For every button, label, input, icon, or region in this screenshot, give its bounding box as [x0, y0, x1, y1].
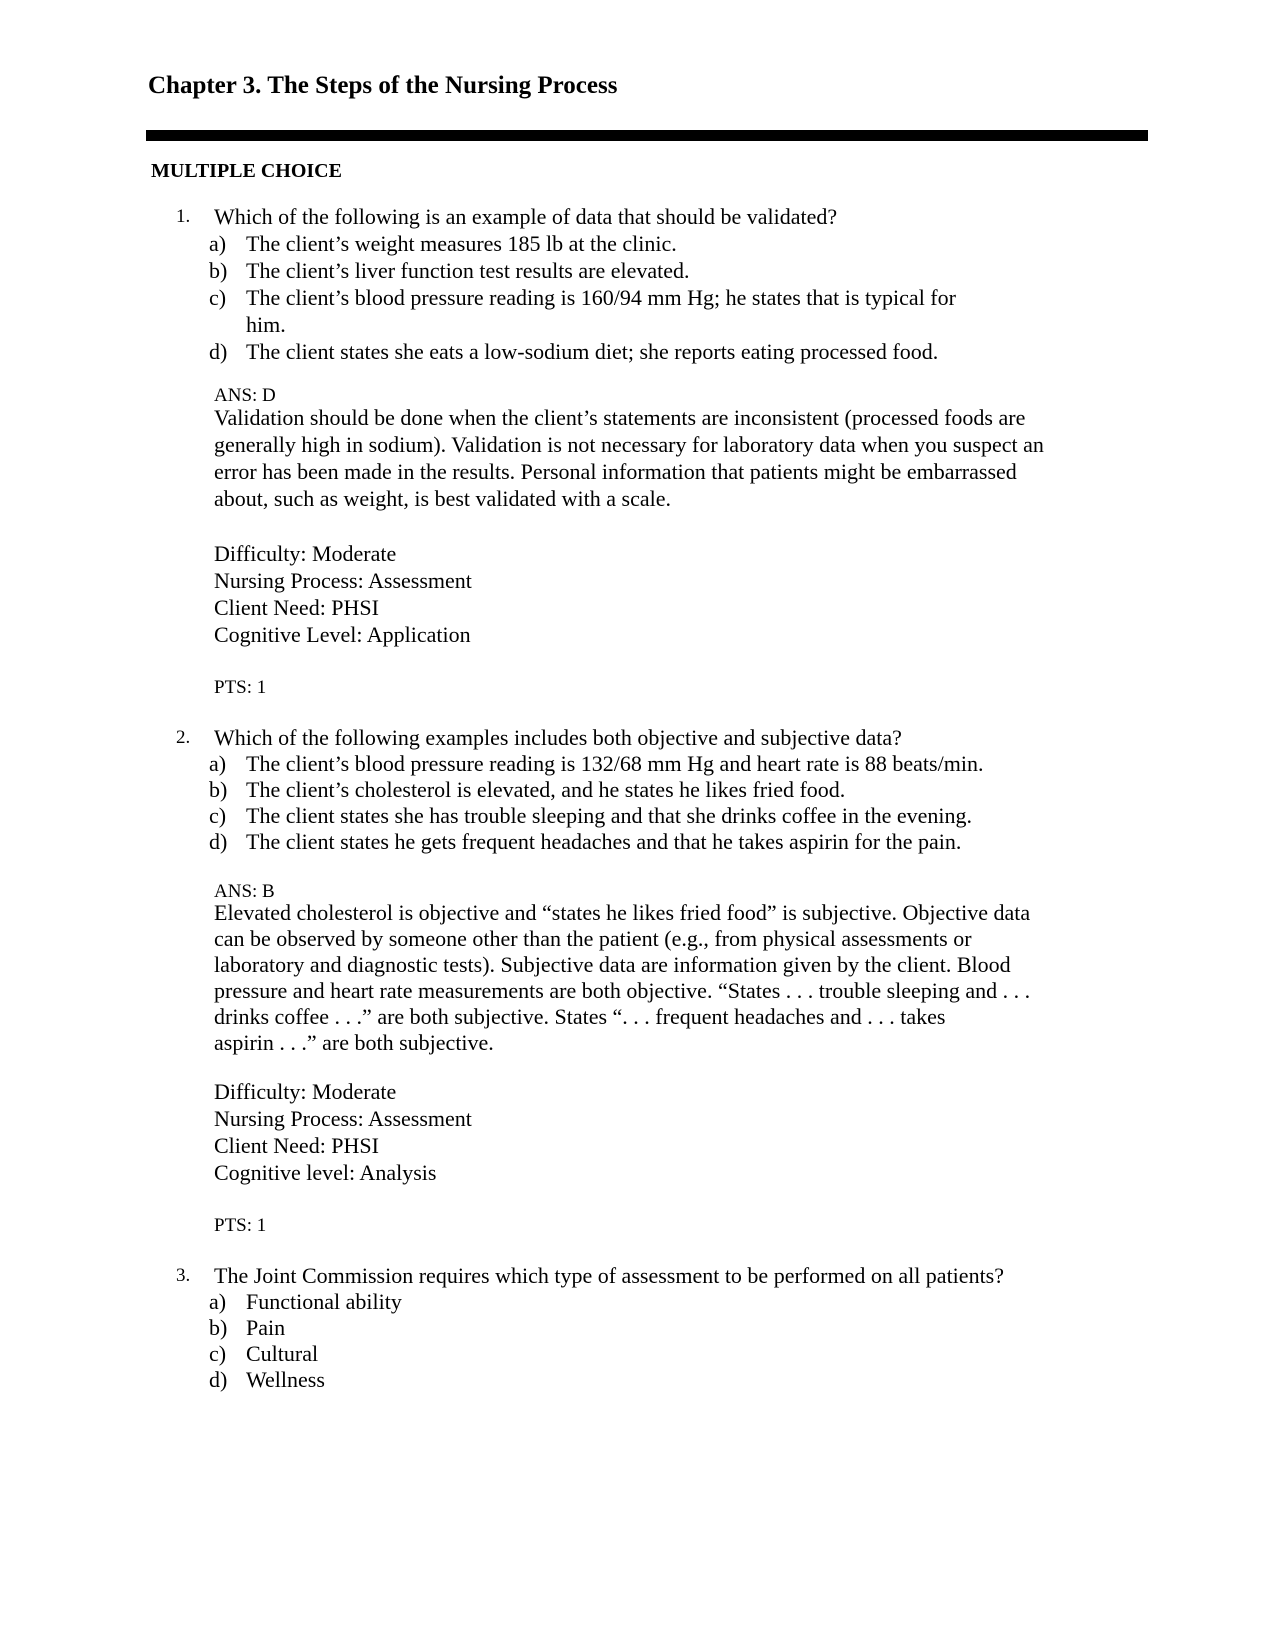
option-letter: b)	[209, 777, 228, 802]
option-a	[0, 1288, 1275, 1314]
option-c	[0, 1340, 1275, 1366]
option-letter: d)	[209, 829, 228, 854]
option-text: The client states he gets frequent headaches and that he takes aspirin for the pain.	[246, 829, 962, 854]
option-text: The client’s blood pressure reading is 160/94 mm Hg; he states that is typical for	[246, 285, 956, 310]
option-letter: c)	[209, 285, 227, 310]
rationale-line: aspirin . . .” are both subjective.	[214, 1030, 494, 1055]
nursing-process: Nursing Process: Assessment	[214, 568, 472, 593]
option-text: The client’s weight measures 185 lb at the clinic.	[246, 231, 677, 256]
option-letter: a)	[209, 1289, 227, 1314]
question-1	[0, 203, 1275, 365]
difficulty: Difficulty: Moderate	[214, 541, 397, 566]
option-text: Cultural	[246, 1341, 319, 1366]
rationale	[214, 900, 1154, 1056]
option-text: Pain	[246, 1315, 286, 1340]
answer-key: ANS: B	[214, 881, 275, 902]
question-number: 1.	[176, 206, 191, 227]
option-b	[0, 776, 1275, 802]
points: PTS: 1	[214, 1215, 267, 1236]
option-d	[0, 1366, 1275, 1392]
option-text: Wellness	[246, 1367, 325, 1392]
option-letter: b)	[209, 1315, 228, 1340]
rationale-line: about, such as weight, is best validated with a scale.	[214, 486, 671, 511]
metadata	[214, 540, 1154, 648]
question-3	[0, 1262, 1275, 1392]
metadata	[214, 1078, 1154, 1186]
difficulty: Difficulty: Moderate	[214, 1079, 397, 1104]
option-letter: a)	[209, 751, 227, 776]
rationale	[214, 404, 1154, 512]
option-a	[0, 750, 1275, 776]
rationale-line: Validation should be done when the client’s statements are inconsistent (processed foods are	[214, 405, 1026, 430]
cognitive-level: Cognitive Level: Application	[214, 622, 471, 647]
question-2	[0, 724, 1275, 854]
question-number: 2.	[176, 727, 191, 748]
client-need: Client Need: PHSI	[214, 595, 379, 620]
nursing-process: Nursing Process: Assessment	[214, 1106, 472, 1131]
option-text-continued: him.	[246, 312, 286, 337]
rationale-line: error has been made in the results. Personal information that patients might be embarrassed	[214, 459, 1017, 484]
option-d	[0, 338, 1275, 365]
option-d	[0, 828, 1275, 854]
question-text: Which of the following examples includes both objective and subjective data?	[214, 725, 902, 750]
cognitive-level: Cognitive level: Analysis	[214, 1160, 437, 1185]
option-letter: d)	[209, 339, 228, 364]
question-text: The Joint Commission requires which type of assessment to be performed on all patients?	[214, 1263, 1005, 1288]
option-text: The client’s blood pressure reading is 132/68 mm Hg and heart rate is 88 beats/min.	[246, 751, 984, 776]
question-text: Which of the following is an example of data that should be validated?	[214, 204, 838, 229]
rationale-line: Elevated cholesterol is objective and “states he likes fried food” is subjective. Objective data	[214, 900, 1031, 925]
option-a	[0, 230, 1275, 257]
option-b	[0, 1314, 1275, 1340]
option-c	[0, 802, 1275, 828]
option-c	[0, 284, 1275, 311]
rationale-line: pressure and heart rate measurements are both objective. “States . . . trouble sleeping and . . .	[214, 978, 1031, 1003]
option-text: The client states she eats a low-sodium diet; she reports eating processed food.	[246, 339, 939, 364]
option-text: Functional ability	[246, 1289, 402, 1314]
chapter-title: Chapter 3. The Steps of the Nursing Process	[148, 72, 618, 99]
points: PTS: 1	[214, 677, 267, 698]
option-text: The client’s cholesterol is elevated, and he states he likes fried food.	[246, 777, 846, 802]
option-text: The client’s liver function test results are elevated.	[246, 258, 690, 283]
option-letter: d)	[209, 1367, 228, 1392]
rationale-line: drinks coffee . . .” are both subjective. States “. . . frequent headaches and . . . takes	[214, 1004, 946, 1029]
option-letter: a)	[209, 231, 227, 256]
rationale-line: generally high in sodium). Validation is not necessary for laboratory data when you suspect an	[214, 432, 1044, 457]
rationale-line: can be observed by someone other than the patient (e.g., from physical assessments or	[214, 926, 972, 951]
title-rule	[146, 130, 1148, 141]
option-letter: c)	[209, 1341, 227, 1366]
section-heading: MULTIPLE CHOICE	[151, 160, 342, 182]
option-text: The client states she has trouble sleeping and that she drinks coffee in the evening.	[246, 803, 972, 828]
client-need: Client Need: PHSI	[214, 1133, 379, 1158]
rationale-line: laboratory and diagnostic tests). Subjective data are information given by the client. Blood	[214, 952, 1011, 977]
option-letter: b)	[209, 258, 228, 283]
question-number: 3.	[176, 1265, 191, 1286]
option-letter: c)	[209, 803, 227, 828]
answer-key: ANS: D	[214, 385, 276, 406]
option-b	[0, 257, 1275, 284]
